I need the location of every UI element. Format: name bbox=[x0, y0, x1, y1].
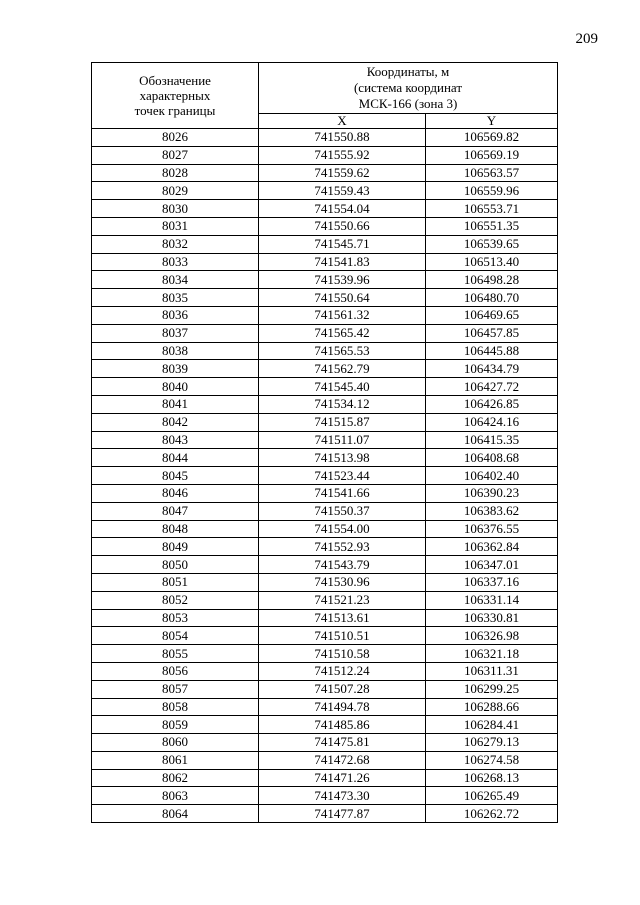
point-id-cell: 8059 bbox=[92, 716, 259, 734]
x-coordinate-cell: 741541.83 bbox=[259, 253, 426, 271]
x-coordinate-cell: 741545.40 bbox=[259, 378, 426, 396]
y-coordinate-cell: 106559.96 bbox=[426, 182, 558, 200]
point-id-cell: 8054 bbox=[92, 627, 259, 645]
point-id-cell: 8061 bbox=[92, 751, 259, 769]
y-coordinate-cell: 106539.65 bbox=[426, 235, 558, 253]
y-coordinate-cell: 106569.19 bbox=[426, 146, 558, 164]
y-coordinate-cell: 106262.72 bbox=[426, 805, 558, 823]
page-number: 209 bbox=[575, 31, 598, 47]
table-row bbox=[92, 538, 558, 556]
x-coordinate-cell: 741554.00 bbox=[259, 520, 426, 538]
table-row bbox=[92, 164, 558, 182]
table-row bbox=[92, 520, 558, 538]
table-row bbox=[92, 253, 558, 271]
table-row bbox=[92, 413, 558, 431]
point-label-line: Обозначение bbox=[139, 73, 211, 88]
y-coordinate-cell: 106415.35 bbox=[426, 431, 558, 449]
table-row bbox=[92, 235, 558, 253]
y-coordinate-cell: 106498.28 bbox=[426, 271, 558, 289]
table-row bbox=[92, 751, 558, 769]
x-coordinate-cell: 741485.86 bbox=[259, 716, 426, 734]
table-row bbox=[92, 146, 558, 164]
y-coordinate-cell: 106480.70 bbox=[426, 289, 558, 307]
y-coordinate-cell: 106330.81 bbox=[426, 609, 558, 627]
x-coordinate-cell: 741513.98 bbox=[259, 449, 426, 467]
point-id-cell: 8027 bbox=[92, 146, 259, 164]
x-coordinate-cell: 741550.64 bbox=[259, 289, 426, 307]
point-id-cell: 8030 bbox=[92, 200, 259, 218]
x-coordinate-cell: 741550.88 bbox=[259, 129, 426, 147]
x-coordinate-cell: 741543.79 bbox=[259, 556, 426, 574]
y-coordinate-cell: 106408.68 bbox=[426, 449, 558, 467]
x-coordinate-cell: 741554.04 bbox=[259, 200, 426, 218]
table-row bbox=[92, 360, 558, 378]
point-id-cell: 8033 bbox=[92, 253, 259, 271]
x-coordinate-cell: 741562.79 bbox=[259, 360, 426, 378]
table-row bbox=[92, 289, 558, 307]
point-id-cell: 8026 bbox=[92, 129, 259, 147]
y-coordinate-cell: 106553.71 bbox=[426, 200, 558, 218]
point-id-cell: 8051 bbox=[92, 573, 259, 591]
point-id-cell: 8043 bbox=[92, 431, 259, 449]
table-row bbox=[92, 271, 558, 289]
point-id-cell: 8036 bbox=[92, 306, 259, 324]
x-coordinate-cell: 741550.37 bbox=[259, 502, 426, 520]
coord-title-line: (система координат bbox=[353, 80, 463, 95]
point-id-cell: 8028 bbox=[92, 164, 259, 182]
x-coordinate-cell: 741559.62 bbox=[259, 164, 426, 182]
x-coordinate-cell: 741512.24 bbox=[259, 662, 426, 680]
table-row bbox=[92, 662, 558, 680]
table-row bbox=[92, 698, 558, 716]
y-coordinate-cell: 106445.88 bbox=[426, 342, 558, 360]
point-label-line: характерных bbox=[139, 88, 211, 103]
x-coordinate-cell: 741507.28 bbox=[259, 680, 426, 698]
y-coordinate-cell: 106337.16 bbox=[426, 573, 558, 591]
point-id-cell: 8064 bbox=[92, 805, 259, 823]
x-coordinate-cell: 741494.78 bbox=[259, 698, 426, 716]
x-coordinate-cell: 741515.87 bbox=[259, 413, 426, 431]
point-id-cell: 8049 bbox=[92, 538, 259, 556]
y-coordinate-cell: 106321.18 bbox=[426, 645, 558, 663]
point-id-cell: 8042 bbox=[92, 413, 259, 431]
point-label-line: точек границы bbox=[134, 103, 216, 118]
table-row bbox=[92, 467, 558, 485]
y-coordinate-cell: 106563.57 bbox=[426, 164, 558, 182]
x-coordinate-cell: 741559.43 bbox=[259, 182, 426, 200]
x-coordinate-cell: 741473.30 bbox=[259, 787, 426, 805]
point-designation-header bbox=[92, 63, 259, 129]
table-row bbox=[92, 449, 558, 467]
y-coordinate-cell: 106326.98 bbox=[426, 627, 558, 645]
point-id-cell: 8045 bbox=[92, 467, 259, 485]
y-coordinate-cell: 106569.82 bbox=[426, 129, 558, 147]
y-coordinate-cell: 106513.40 bbox=[426, 253, 558, 271]
x-coordinate-cell: 741471.26 bbox=[259, 769, 426, 787]
y-coordinate-cell: 106299.25 bbox=[426, 680, 558, 698]
x-coordinate-cell: 741513.61 bbox=[259, 609, 426, 627]
table-row bbox=[92, 306, 558, 324]
x-coordinate-cell: 741565.53 bbox=[259, 342, 426, 360]
y-coordinate-cell: 106347.01 bbox=[426, 556, 558, 574]
y-coordinate-cell: 106402.40 bbox=[426, 467, 558, 485]
x-coordinate-cell: 741510.58 bbox=[259, 645, 426, 663]
y-coordinate-cell: 106427.72 bbox=[426, 378, 558, 396]
point-id-cell: 8032 bbox=[92, 235, 259, 253]
point-id-cell: 8057 bbox=[92, 680, 259, 698]
y-coordinate-cell: 106383.62 bbox=[426, 502, 558, 520]
y-coordinate-cell: 106457.85 bbox=[426, 324, 558, 342]
table-row bbox=[92, 591, 558, 609]
point-id-cell: 8029 bbox=[92, 182, 259, 200]
table-header bbox=[92, 63, 558, 129]
y-coordinate-cell: 106434.79 bbox=[426, 360, 558, 378]
y-coordinate-cell: 106311.31 bbox=[426, 662, 558, 680]
point-id-cell: 8053 bbox=[92, 609, 259, 627]
point-id-cell: 8044 bbox=[92, 449, 259, 467]
x-coordinate-cell: 741472.68 bbox=[259, 751, 426, 769]
point-id-cell: 8062 bbox=[92, 769, 259, 787]
x-coordinate-cell: 741555.92 bbox=[259, 146, 426, 164]
table-row bbox=[92, 200, 558, 218]
table-row bbox=[92, 734, 558, 752]
y-coordinate-cell: 106331.14 bbox=[426, 591, 558, 609]
y-coordinate-cell: 106424.16 bbox=[426, 413, 558, 431]
y-coordinate-cell: 106274.58 bbox=[426, 751, 558, 769]
table-row bbox=[92, 502, 558, 520]
y-coordinate-cell: 106551.35 bbox=[426, 217, 558, 235]
x-coordinate-cell: 741534.12 bbox=[259, 395, 426, 413]
x-coordinate-cell: 741552.93 bbox=[259, 538, 426, 556]
table-row bbox=[92, 342, 558, 360]
point-id-cell: 8035 bbox=[92, 289, 259, 307]
x-column-header: X bbox=[259, 114, 426, 129]
table-row bbox=[92, 129, 558, 147]
table-row bbox=[92, 378, 558, 396]
point-id-cell: 8056 bbox=[92, 662, 259, 680]
y-coordinate-cell: 106376.55 bbox=[426, 520, 558, 538]
y-coordinate-cell: 106390.23 bbox=[426, 484, 558, 502]
x-coordinate-cell: 741545.71 bbox=[259, 235, 426, 253]
x-coordinate-cell: 741530.96 bbox=[259, 573, 426, 591]
table-row bbox=[92, 769, 558, 787]
point-id-cell: 8058 bbox=[92, 698, 259, 716]
table-row bbox=[92, 395, 558, 413]
y-coordinate-cell: 106426.85 bbox=[426, 395, 558, 413]
x-coordinate-cell: 741550.66 bbox=[259, 217, 426, 235]
point-id-cell: 8046 bbox=[92, 484, 259, 502]
x-coordinate-cell: 741521.23 bbox=[259, 591, 426, 609]
y-coordinate-cell: 106265.49 bbox=[426, 787, 558, 805]
table-row bbox=[92, 716, 558, 734]
table-row bbox=[92, 556, 558, 574]
point-id-cell: 8038 bbox=[92, 342, 259, 360]
table-row bbox=[92, 182, 558, 200]
point-id-cell: 8034 bbox=[92, 271, 259, 289]
y-column-header: Y bbox=[426, 114, 558, 129]
x-coordinate-cell: 741523.44 bbox=[259, 467, 426, 485]
point-id-cell: 8047 bbox=[92, 502, 259, 520]
point-id-cell: 8041 bbox=[92, 395, 259, 413]
table-row bbox=[92, 645, 558, 663]
point-id-cell: 8048 bbox=[92, 520, 259, 538]
coordinates-table bbox=[91, 62, 558, 823]
point-id-cell: 8063 bbox=[92, 787, 259, 805]
table-row bbox=[92, 609, 558, 627]
table-row bbox=[92, 805, 558, 823]
table-row bbox=[92, 324, 558, 342]
point-id-cell: 8060 bbox=[92, 734, 259, 752]
table-body bbox=[92, 129, 558, 823]
table-row bbox=[92, 627, 558, 645]
table-row bbox=[92, 484, 558, 502]
y-coordinate-cell: 106284.41 bbox=[426, 716, 558, 734]
y-coordinate-cell: 106288.66 bbox=[426, 698, 558, 716]
x-coordinate-cell: 741510.51 bbox=[259, 627, 426, 645]
x-coordinate-cell: 741541.66 bbox=[259, 484, 426, 502]
y-coordinate-cell: 106469.65 bbox=[426, 306, 558, 324]
x-coordinate-cell: 741565.42 bbox=[259, 324, 426, 342]
y-coordinate-cell: 106279.13 bbox=[426, 734, 558, 752]
point-id-cell: 8040 bbox=[92, 378, 259, 396]
table-row bbox=[92, 573, 558, 591]
y-coordinate-cell: 106362.84 bbox=[426, 538, 558, 556]
x-coordinate-cell: 741475.81 bbox=[259, 734, 426, 752]
x-coordinate-cell: 741539.96 bbox=[259, 271, 426, 289]
table-row bbox=[92, 217, 558, 235]
coord-title-line: МСК-166 (зона 3) bbox=[358, 96, 458, 111]
y-coordinate-cell: 106268.13 bbox=[426, 769, 558, 787]
table-row bbox=[92, 680, 558, 698]
coordinates-header bbox=[259, 63, 558, 114]
point-id-cell: 8031 bbox=[92, 217, 259, 235]
point-id-cell: 8052 bbox=[92, 591, 259, 609]
point-id-cell: 8055 bbox=[92, 645, 259, 663]
point-id-cell: 8039 bbox=[92, 360, 259, 378]
x-coordinate-cell: 741561.32 bbox=[259, 306, 426, 324]
x-coordinate-cell: 741477.87 bbox=[259, 805, 426, 823]
x-coordinate-cell: 741511.07 bbox=[259, 431, 426, 449]
table-row bbox=[92, 431, 558, 449]
coord-title-line: Координаты, м bbox=[366, 64, 450, 79]
point-id-cell: 8050 bbox=[92, 556, 259, 574]
point-id-cell: 8037 bbox=[92, 324, 259, 342]
table-row bbox=[92, 787, 558, 805]
